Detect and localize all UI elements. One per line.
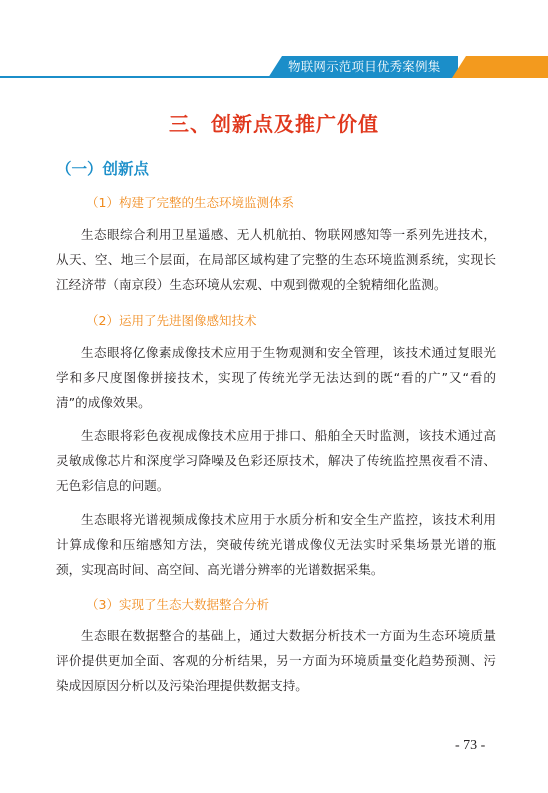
paragraph-1: 生态眼综合利用卫星遥感、无人机航拍、物联网感知等一系列先进技术，从天、空、地三个层面，在局部区域构建了完整的生态环境监测系统，实现长江经济带（南京段）生态环境从宏观、中观到微观的全貌精细化监测。 <box>56 227 496 292</box>
paragraph-3: 生态眼将彩色夜视成像技术应用于排口、船舶全天时监测，该技术通过高灵敏成像芯片和深度学习降噪及色彩还原技术，解决了传统监控黑夜看不清、无色彩信息的问题。 <box>56 428 496 493</box>
item-heading-2: （2）运用了先进图像感知技术 <box>86 313 257 328</box>
paragraph-4: 生态眼将光谱视频成像技术应用于水质分析和安全生产监控，该技术利用计算成像和压缩感知方法，突破传统光谱成像仪无法实时采集场景光谱的瓶颈，实现高时间、高空间、高光谱分辨率的光谱数据采集。 <box>56 512 496 577</box>
item-heading-1: （1）构建了完整的生态环境监测体系 <box>86 195 294 210</box>
section-title: 三、创新点及推广价值 <box>169 112 379 136</box>
paragraph-5: 生态眼在数据整合的基础上，通过大数据分析技术一方面为生态环境质量评价提供更加全面、客观的分析结果，另一方面为环境质量变化趋势预测、污染成因原因分析以及污染治理提供数据支持。 <box>56 628 496 693</box>
subsection-title: （一）创新点 <box>56 160 150 178</box>
paragraph-2: 生态眼将亿像素成像技术应用于生物观测和安全管理，该技术通过复眼光学和多尺度图像拼接技术，实现了传统光学无法达到的既“看的广”又“看的清”的成像效果。 <box>56 345 496 410</box>
header-title: 物联网示范项目优秀案例集 <box>288 59 441 74</box>
header-orange-tab <box>452 56 548 78</box>
page-number: - 73 - <box>455 738 486 753</box>
item-heading-3: （3）实现了生态大数据整合分析 <box>86 597 269 612</box>
